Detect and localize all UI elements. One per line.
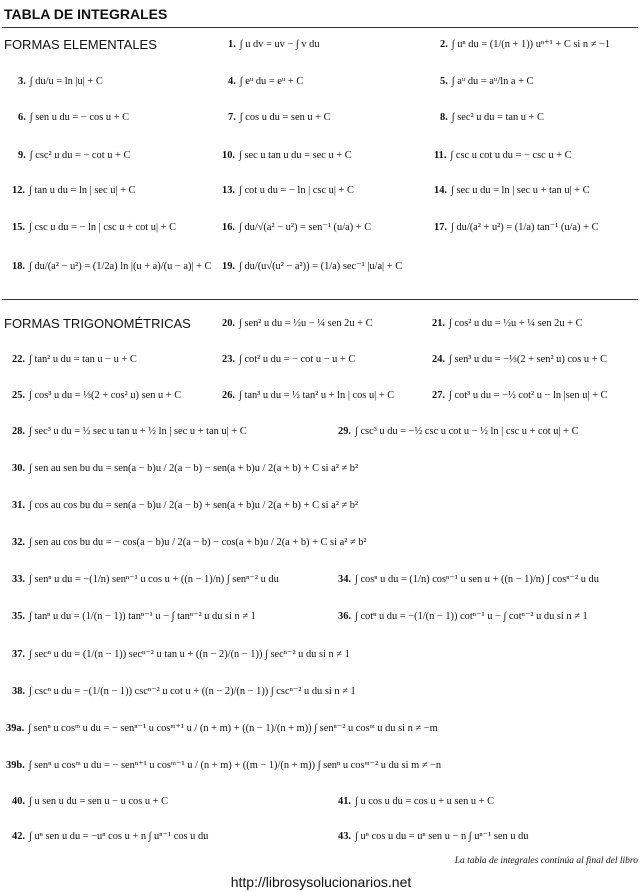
formula-26: 26. ∫ tan³ u du = ½ tan² u + ln | cos u| + C [222, 390, 395, 401]
footer-url: http://librosysolucionarios.net [230, 874, 412, 890]
formula-30: 30. ∫ sen au sen bu du = sen(a − b)u / 2(a − b) − sen(a + b)u / 2(a + b) + C si a² ≠ b² [12, 463, 359, 474]
formula-10: 10. ∫ sec u tan u du = sec u + C [222, 150, 352, 161]
formula-39b: 39b. ∫ senⁿ u cosᵐ u du = − senⁿ⁺¹ u cosᵐ⁻¹ u / (n + m) + ((m − 1)/(n + m)) ∫ senⁿ u cosᵐ⁻² u du si m ≠ −n [6, 760, 442, 771]
formula-19: 19. ∫ du/(u√(u² − a²)) = (1/a) sec⁻¹ |u/a| + C [222, 261, 403, 272]
continuation-note: La tabla de integrales continúa al final del libro [454, 856, 638, 866]
section-heading-trigonometricas: FORMAS TRIGONOMÉTRICAS [4, 316, 191, 331]
formula-1: 1. ∫ u dv = uv − ∫ v du [228, 39, 320, 50]
formula-8: 8. ∫ sec² u du = tan u + C [440, 112, 544, 123]
formula-28: 28. ∫ sec³ u du = ½ sec u tan u + ½ ln | sec u + tan u| + C [12, 426, 247, 437]
formula-35: 35. ∫ tanⁿ u du = (1/(n − 1)) tanⁿ⁻¹ u − ∫ tanⁿ⁻² u du si n ≠ 1 [12, 611, 256, 622]
formula-27: 27. ∫ cot³ u du = −½ cot² u − ln |sen u| + C [432, 390, 608, 401]
formula-4: 4. ∫ eᵘ du = eᵘ + C [228, 76, 304, 87]
top-rule [2, 27, 638, 28]
page-title: TABLA DE INTEGRALES [4, 6, 168, 22]
formula-29: 29. ∫ csc³ u du = −½ csc u cot u − ½ ln | csc u + cot u| + C [338, 426, 579, 437]
formula-33: 33. ∫ senⁿ u du = −(1/n) senⁿ⁻¹ u cos u + ((n − 1)/n) ∫ senⁿ⁻² u du [12, 574, 279, 585]
formula-2: 2. ∫ uⁿ du = (1/(n + 1)) uⁿ⁺¹ + C si n ≠ −1 [440, 39, 611, 50]
formula-36: 36. ∫ cotⁿ u du = −(1/(n − 1)) cotⁿ⁻¹ u − ∫ cotⁿ⁻² u du si n ≠ 1 [338, 611, 588, 622]
formula-24: 24. ∫ sen³ u du = −⅓(2 + sen² u) cos u + C [432, 354, 608, 365]
formula-15: 15. ∫ csc u du = − ln | csc u + cot u| + C [12, 222, 177, 233]
formula-20: 20. ∫ sen² u du = ½u − ¼ sen 2u + C [222, 318, 373, 329]
section-rule [2, 299, 638, 300]
formula-3: 3. ∫ du/u = ln |u| + C [18, 76, 103, 87]
formula-21: 21. ∫ cos² u du = ½u + ¼ sen 2u + C [432, 318, 583, 329]
formula-37: 37. ∫ secⁿ u du = (1/(n − 1)) secⁿ⁻² u tan u + ((n − 2)/(n − 1)) ∫ secⁿ⁻² u du si n ≠ 1 [12, 649, 350, 660]
formula-17: 17. ∫ du/(a² + u²) = (1/a) tan⁻¹ (u/a) + C [434, 222, 599, 233]
formula-7: 7. ∫ cos u du = sen u + C [228, 112, 331, 123]
formula-5: 5. ∫ aᵘ du = aᵘ/ln a + C [440, 76, 534, 87]
formula-12: 12. ∫ tan u du = ln | sec u| + C [12, 185, 136, 196]
formula-18: 18. ∫ du/(a² − u²) = (1/2a) ln |(u + a)/(u − a)| + C [12, 261, 212, 272]
formula-22: 22. ∫ tan² u du = tan u − u + C [12, 354, 137, 365]
formula-41: 41. ∫ u cos u du = cos u + u sen u + C [338, 796, 495, 807]
formula-9: 9. ∫ csc² u du = − cot u + C [18, 150, 131, 161]
formula-38: 38. ∫ cscⁿ u du = −(1/(n − 1)) cscⁿ⁻² u cot u + ((n − 2)/(n − 1)) ∫ cscⁿ⁻² u du si n ≠ 1 [12, 686, 356, 697]
section-heading-elementales: FORMAS ELEMENTALES [4, 37, 157, 52]
formula-34: 34. ∫ cosⁿ u du = (1/n) cosⁿ⁻¹ u sen u + ((n − 1)/n) ∫ cosⁿ⁻² u du [338, 574, 599, 585]
formula-40: 40. ∫ u sen u du = sen u − u cos u + C [12, 796, 169, 807]
formula-14: 14. ∫ sec u du = ln | sec u + tan u| + C [434, 185, 590, 196]
formula-42: 42. ∫ uⁿ sen u du = −uⁿ cos u + n ∫ uⁿ⁻¹ cos u du [12, 831, 209, 842]
formula-11: 11. ∫ csc u cot u du = − csc u + C [434, 150, 572, 161]
formula-43: 43. ∫ uⁿ cos u du = uⁿ sen u − n ∫ uⁿ⁻¹ sen u du [338, 831, 529, 842]
formula-32: 32. ∫ sen au cos bu du = − cos(a − b)u / 2(a − b) − cos(a + b)u / 2(a + b) + C si a² ≠ b² [12, 537, 367, 548]
formula-16: 16. ∫ du/√(a² − u²) = sen⁻¹ (u/a) + C [222, 222, 372, 233]
formula-25: 25. ∫ cos³ u du = ⅓(2 + cos² u) sen u + C [12, 390, 182, 401]
formula-13: 13. ∫ cot u du = − ln | csc u| + C [222, 185, 354, 196]
formula-6: 6. ∫ sen u du = − cos u + C [18, 112, 130, 123]
formula-23: 23. ∫ cot² u du = − cot u − u + C [222, 354, 356, 365]
formula-31: 31. ∫ cos au cos bu du = sen(a − b)u / 2(a − b) + sen(a + b)u / 2(a + b) + C si a² ≠ b² [12, 500, 359, 511]
formula-39a: 39a. ∫ senⁿ u cosᵐ u du = − senⁿ⁻¹ u cosᵐ⁺¹ u / (n + m) + ((n − 1)/(n + m)) ∫ senⁿ⁻² u cosᵐ u du si n ≠ −m [6, 723, 438, 734]
